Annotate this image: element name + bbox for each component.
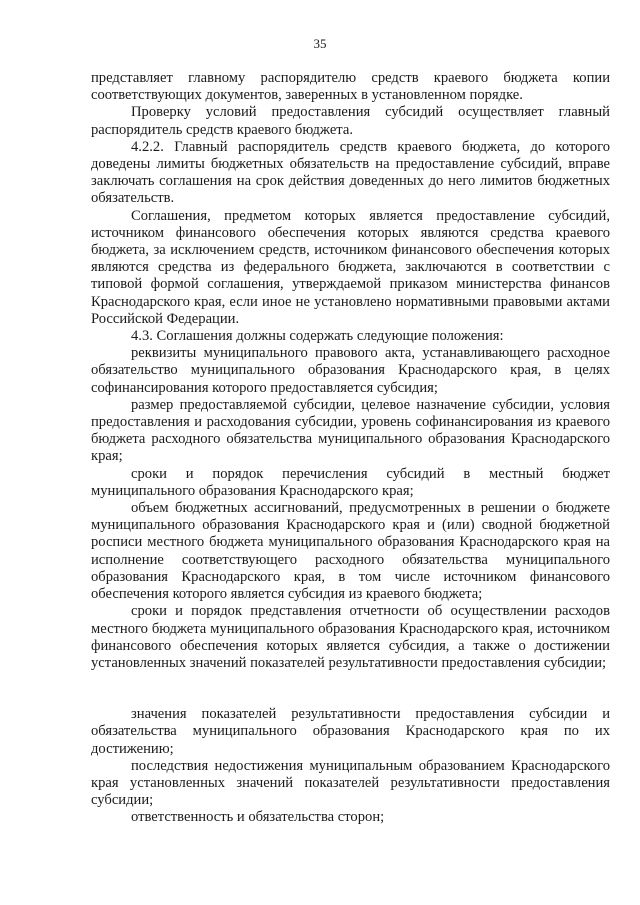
list-item-transfer-terms: сроки и порядок перечисления субсидий в местный бюджет муниципального образования Краснодарского края; (91, 465, 610, 499)
list-item-performance-indicators: значения показателей результативности предоставления субсидии и обязательства муниципального образования Краснодарского края по их достижению; (91, 706, 610, 757)
paragraph-verification: Проверку условий предоставления субсидий осуществляет главный распорядитель средств краевого бюджета. (91, 104, 610, 138)
list-item-non-achievement-consequences: последствия недостижения муниципальным образованием Краснодарского края установленных значений показателей результативности предоставления субсидии; (91, 757, 610, 809)
paragraph-4-3-heading: 4.3. Соглашения должны содержать следующие положения: (131, 328, 504, 345)
paragraph-agreements-form: Соглашения, предметом которых является предоставление субсидий, источником финансового обеспечения которых являются средства краевого бюджета, за исключением средств, источником финансового обеспечения которых являются средства из федерального бюджета, заключаются в соответствии с типовой формой соглашения, утверждаемой приказом министерства финансов Краснодарского края, если иное не установлено нормативными правовыми актами Российской Федерации. (91, 207, 610, 327)
page-number: 35 (313, 36, 327, 51)
list-item-reporting-terms: сроки и порядок представления отчетности об осуществлении расходов местного бюджета муниципального образования Краснодарского края, источником финансового обеспечения которых является субсидия, а также о достижении установленных значений показателей результативности предоставления субсидии; (91, 603, 610, 671)
list-item-subsidy-size: размер предоставляемой субсидии, целевое назначение субсидии, условия предоставления и расходования субсидии, уровень софинансирования из краевого бюджета расходного обязательства муниципального образования Краснодарского края; (91, 396, 610, 465)
paragraph-4-2-2: 4.2.2. Главный распорядитель средств краевого бюджета, до которого доведены лимиты бюджетных обязательств на предоставление субсидий, вправе заключать соглашения на срок действия доведенных до него лимитов бюджетных обязательств. (91, 138, 610, 207)
list-item-responsibilities: ответственность и обязательства сторон; (131, 809, 385, 826)
list-item-legal-act-details: реквизиты муниципального правового акта, устанавливающего расходное обязательство муниципального образования Краснодарского края, в целях софинансирования которого предоставляется субсидия; (91, 345, 610, 396)
paragraph-continuation: представляет главному распорядителю средств краевого бюджета копии соответствующих документов, заверенных в установленном порядке. (91, 70, 610, 104)
list-item-budget-allocations: объем бюджетных ассигнований, предусмотренных в решении о бюджете муниципального образования Краснодарского края и (или) сводной бюджетной росписи местного бюджета муниципального образования Краснодарского края на исполнение соответствующего расходного обязательства муниципального образования Краснодарского края, в том числе источником финансового обеспечения которого является субсидия из краевого бюджета; (91, 500, 610, 603)
document-body (91, 70, 610, 827)
